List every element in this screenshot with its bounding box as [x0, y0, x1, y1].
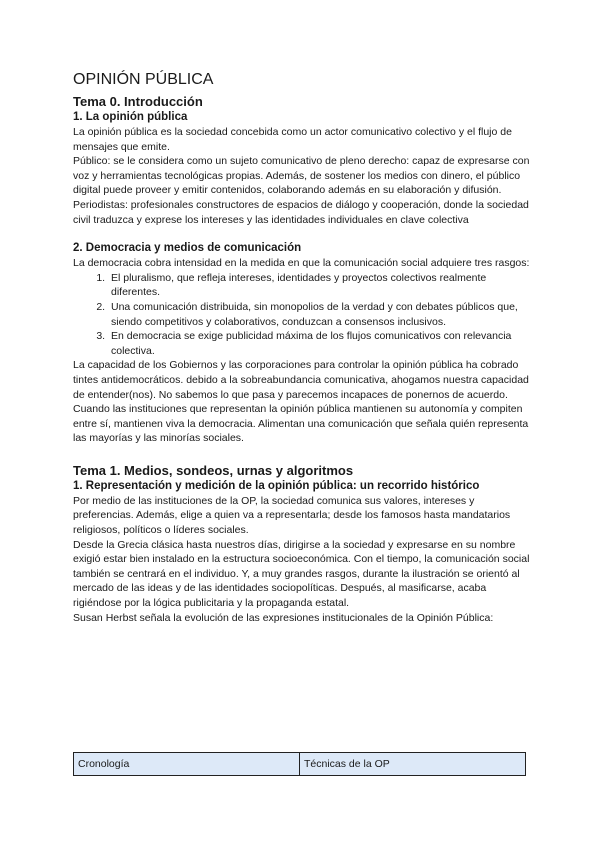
paragraph: La capacidad de los Gobiernos y las corporaciones para controlar la opinión pública ha cobrado tintes antidemocráticos. debido a la sobreabundancia comunicativa, ahogamos nuestra capacidad de entender(nos). No sabemos lo que pasa y parecemos incapaces de ponernos de acuerdo.	[73, 359, 529, 401]
tema0-heading: Tema 0. Introducción	[73, 94, 203, 109]
section-opinion-publica-heading: 1. La opinión pública	[73, 111, 188, 123]
paragraph: Cuando las instituciones que representan la opinión pública mantienen su autonomía y compiten entre sí, mantienen viva la democracia. Alimentan una comunicación que señala quién representa las mayorías y las minorías sociales.	[73, 403, 529, 445]
numbered-list	[73, 271, 533, 359]
chronology-table	[73, 752, 526, 776]
paragraph: Por medio de las instituciones de la OP, la sociedad comunica sus valores, intereses y preferencias. Además, elige a quien va a representarla; desde los famosos hasta mandatarios religiosos, políticos o líderes sociales.	[73, 494, 511, 537]
paragraph: Desde la Grecia clásica hasta nuestros días, dirigirse a la sociedad y expresarse en su nombre exigió estar bien instalado en la estructura socioeconómica. Con el tiempo, la comunicación social también se centrará en el individuo. Y, a muy grandes rasgos, durante la ilustración se orientó al mercado de las ideas y de las identidades sociopolíticas. Después, al masificarse, acaba rigiéndose por la lógica publicitaria y la propaganda estatal.	[73, 538, 530, 610]
section-representacion-heading: 1. Representación y medición de la opinión pública: un recorrido histórico	[73, 479, 480, 492]
paragraph: La opinión pública es la sociedad concebida como un actor comunicativo colectivo y el flujo de mensajes que emite.	[73, 126, 512, 153]
paragraph: Público: se le considera como un sujeto comunicativo de pleno derecho: capaz de expresarse con voz y herramientas tecnológicas propias. Además, de sostener los medios con dinero, el público digital puede proveer y emitir contenidos, colaborando además en su elaboración y difusión.	[73, 155, 530, 197]
paragraph: Periodistas: profesionales constructores de espacios de diálogo y cooperación, donde la sociedad civil traduzca y exprese los intereses y las identidades individuales en clave colectiva	[73, 198, 529, 226]
paragraph: La democracia cobra intensidad en la medida en que la comunicación social adquiere tres rasgos:	[73, 257, 530, 270]
list-item: 2. Una comunicación distribuida, sin monopolios de la verdad y con debates públicos que, siendo competitivos y colaborativos, conduzcan a consensos inclusivos.	[108, 300, 533, 329]
table-row	[74, 753, 526, 776]
paragraph: Susan Herbst señala la evolución de las expresiones institucionales de la Opinión Pública:	[73, 611, 494, 624]
table-header-cronologia: Cronología	[74, 753, 300, 776]
document-title: OPINIÓN PÚBLICA	[73, 71, 214, 88]
section-democracia-heading: 2. Democracia y medios de comunicación	[73, 242, 302, 255]
tema1-heading: Tema 1. Medios, sondeos, urnas y algoritmos	[73, 462, 354, 478]
table-header-tecnicas: Técnicas de la OP	[300, 753, 526, 776]
list-item: 1. El pluralismo, que refleja intereses, identidades y proyectos colectivos realmente diferentes.	[108, 271, 533, 300]
document-page	[73, 70, 533, 625]
list-item: 3. En democracia se exige publicidad máxima de los flujos comunicativos con relevancia colectiva.	[108, 329, 533, 358]
